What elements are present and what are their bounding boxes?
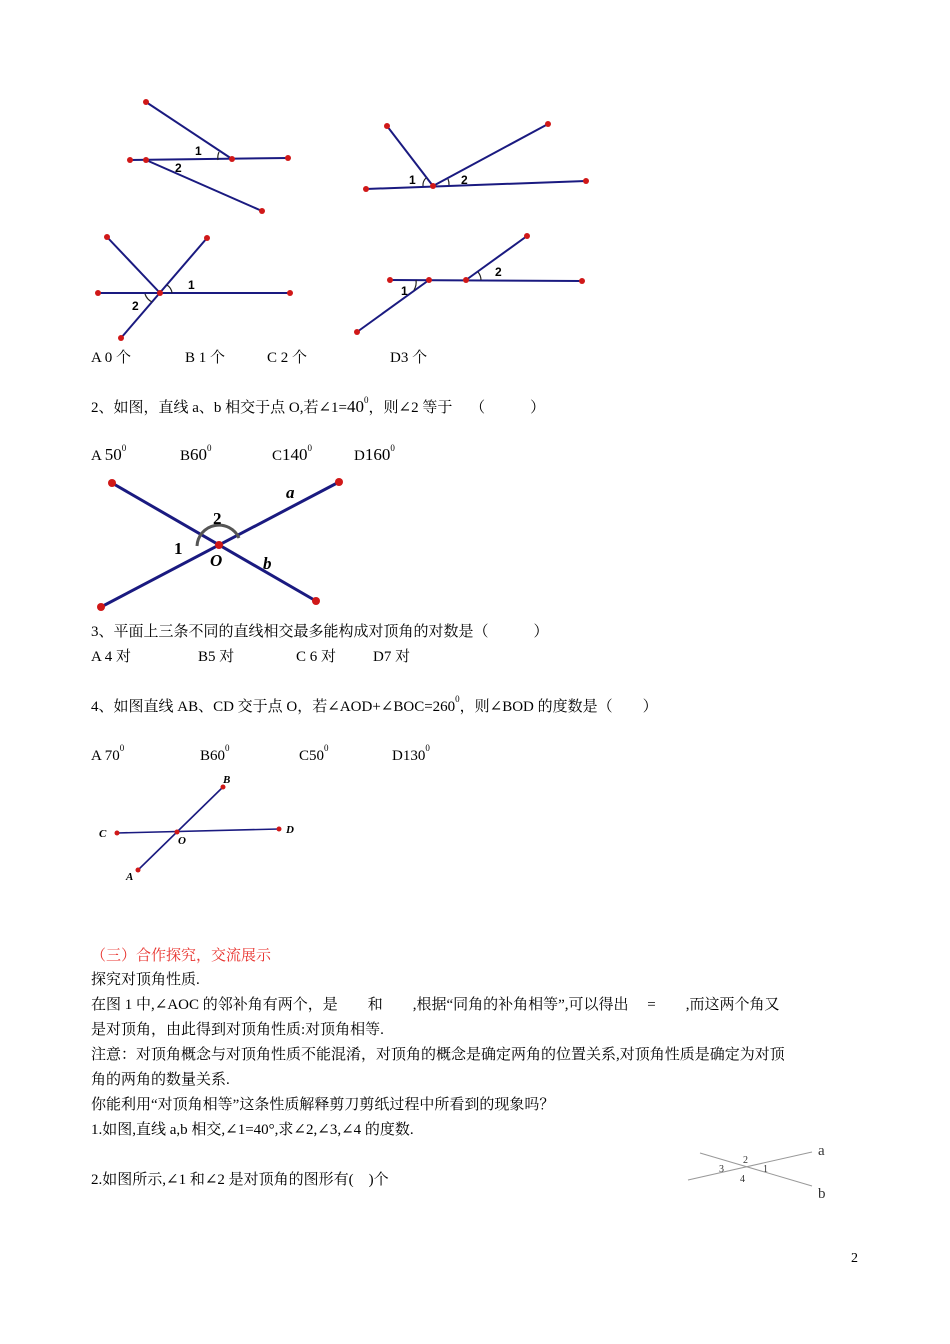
cd-fig-label-a: A bbox=[126, 871, 134, 883]
cd-fig-label-o: O bbox=[178, 835, 186, 847]
q4-option-b: $B60^0$ bbox=[200, 743, 230, 764]
q3-option-b: B5 对 bbox=[198, 649, 235, 665]
q4-question: 4、如图直线 AB、CD 交于点 O，若$\angle AOD+\angle BOC=260^0$，则∠BOD 的度数是（ ） bbox=[91, 694, 658, 715]
small-fig-label-1: 1 bbox=[763, 1164, 768, 1175]
small-fig-label-2: 2 bbox=[743, 1155, 748, 1166]
big-fig-label-o: O bbox=[210, 551, 223, 570]
q2-option-b: $B60^0$ bbox=[180, 443, 212, 464]
small-fig-label-a: a bbox=[818, 1143, 825, 1159]
exercise-2: 2.如图所示,∠1 和∠2 是对顶角的图形有( )个 bbox=[91, 1172, 389, 1188]
fig1-label-2: 2 bbox=[175, 161, 182, 175]
cd-fig-label-d: D bbox=[286, 824, 294, 836]
q3-option-c: C 6 对 bbox=[296, 649, 337, 665]
fig3-label-1: 1 bbox=[188, 278, 195, 292]
q2-option-d: $D160^0$ bbox=[354, 443, 395, 464]
q4-option-c: $C50^0$ bbox=[299, 743, 329, 764]
fig2-label-2: 2 bbox=[461, 173, 468, 187]
big-fig-label-2: 2 bbox=[213, 509, 222, 528]
section-heading: （三）合作探究，交流展示 bbox=[91, 948, 272, 964]
q1-option-b: B 1 个 bbox=[185, 350, 226, 366]
small-fig-label-4: 4 bbox=[740, 1174, 745, 1185]
q1-option-d: D3 个 bbox=[390, 350, 428, 366]
fig1-label-1: 1 bbox=[195, 144, 202, 158]
q4-option-d: $D130^0$ bbox=[392, 743, 430, 764]
q3-question: 3、平面上三条不同的直线相交最多能构成对顶角的对数是（ ） bbox=[91, 624, 549, 640]
section-p2-line1: 在图 1 中,∠AOC 的邻补角有两个，是 和 ,根据“同角的补角相等”,可以得出 = ,而这两个角又 bbox=[91, 997, 780, 1013]
cd-fig-label-b: B bbox=[223, 774, 231, 786]
q3-option-a: A 4 对 bbox=[91, 649, 132, 665]
cd-fig-label-c: C bbox=[99, 828, 107, 840]
small-fig-label-b: b bbox=[818, 1186, 826, 1202]
fig2-label-1: 1 bbox=[409, 173, 416, 187]
q3-option-d: D7 对 bbox=[373, 649, 411, 665]
big-fig-label-1: 1 bbox=[174, 539, 183, 558]
q2-question: 2、如图，直线 a、b 相交于点 O,若$\angle 1=40^0$，则∠2 等于 （ ） bbox=[91, 395, 546, 416]
section-p3-line2: 角的两角的数量关系. bbox=[91, 1072, 230, 1088]
big-fig-label-b: b bbox=[263, 554, 272, 573]
q2-option-a: A $50^0$ bbox=[91, 443, 127, 464]
exercise-1: 1.如图,直线 a,b 相交,∠1=40°,求∠2,∠3,∠4 的度数. bbox=[91, 1122, 414, 1138]
q1-option-c: C 2 个 bbox=[267, 350, 308, 366]
small-fig-label-3: 3 bbox=[719, 1164, 724, 1175]
q2-option-c: $C140^0$ bbox=[272, 443, 313, 464]
big-fig-label-a: a bbox=[286, 483, 295, 502]
section-p4: 你能利用“对顶角相等”这条性质解释剪刀剪纸过程中所看到的现象吗？ bbox=[91, 1097, 555, 1113]
section-p1: 探究对顶角性质. bbox=[91, 972, 200, 988]
page-number: 2 bbox=[851, 1251, 858, 1266]
q1-option-a: A 0 个 bbox=[91, 350, 132, 366]
fig4-label-1: 1 bbox=[401, 284, 408, 298]
section-p2-line2: 是对顶角，由此得到对顶角性质:对顶角相等. bbox=[91, 1022, 384, 1038]
fig4-label-2: 2 bbox=[495, 265, 502, 279]
section-p3-line1: 注意：对顶角概念与对顶角性质不能混淆，对顶角的概念是确定两角的位置关系,对顶角性质是确定为对顶 bbox=[91, 1047, 785, 1063]
q4-option-a: A $70^0$ bbox=[91, 743, 125, 764]
fig3-label-2: 2 bbox=[132, 299, 139, 313]
